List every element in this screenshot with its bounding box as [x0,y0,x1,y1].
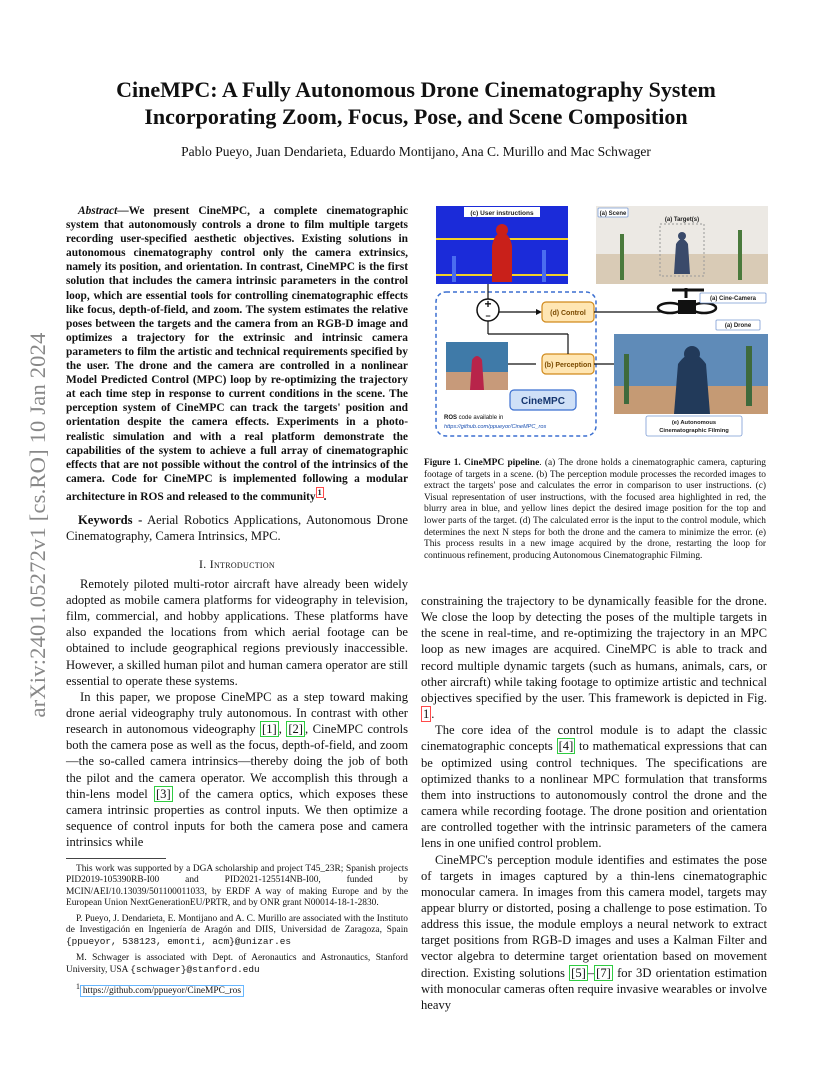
intro-paragraph-2: In this paper, we propose CineMPC as a step toward making drone aerial videography truly autonomous. In contrast with other research in autonomous videography [1] , [2] , CineMPC controls both the camera pose as well as the focus, depth-of-field, and zoom—the so-called camera intrinsics—thereby doing the job of both the pilot and the camera operator. We accomplish this through a thin-lens model [3] of the camera optics, which exposes these camera intrinsic properties as control inputs. We then optimize a sequence of control inputs for both the camera pose and camera intrinsics while [66,689,408,850]
ros-url[interactable]: https://github.com/ppueyor/CineMPC_ros [444,424,547,430]
figure-ref-link[interactable]: 1 [423,707,430,722]
figure-caption [424,458,766,562]
filming-target-head [684,346,700,362]
citation-link[interactable]: [2] [288,722,303,737]
ros-note [444,415,503,421]
citation-link[interactable]: [5] [571,965,586,980]
cinecam-label: (a) Cine-Camera [709,296,757,302]
targets-label: (a) Target(s) [664,217,700,223]
abstract-end: . [323,490,327,503]
title-line-1: CineMPC: A Fully Autonomous Drone Cinematography System [116,77,716,102]
arxiv-stamp [18,290,58,760]
right-p1-text: constraining the trajectory to be dynamically feasible for the drone. We close the loop by detecting the poses of the multiple targets in the scene in real-time, and re-optimizing the trajectory in an MPC loop as new images are acquired. CineMPC is able to track and record multiple dynamic targets (such as humans, animals, cars, or other aircraft) while taking footage to optimize artistic and technical objectives specified by the user. This framework is depicted in Fig. [421,594,767,705]
right-p3-text-b: for 3D orientation estimation with monocular cameras often require invasive wearables or involve heavy [421,965,767,1012]
intro-paragraph-1: Remotely piloted multi-rotor aircraft have already been widely adopted as mobile camera platforms for videography in television, film, commercial, and hobby applications. These platforms have also expanded the locations from which aerial footage can be obtained to include geographical regions previously inaccessible. However, a skilled human pilot and human camera operator are still essential to operate these systems. [66,576,408,688]
pipeline-diagram [424,204,770,440]
right-paragraph-1 [421,593,767,722]
figure-1 [424,204,770,440]
keywords-text: Aerial Robotics Applications, Autonomous Drone Cinematography, Camera Intrinsics, MPC. [66,512,408,543]
section-title: I. Introduction [198,556,276,571]
right-paragraph-3 [421,852,767,1014]
scene-label: (a) Scene [599,211,627,217]
citation-link[interactable]: [4] [558,739,574,754]
sum-plus: + [484,297,492,311]
control-arrowhead [536,309,542,315]
footnote-mark: 1 [76,981,80,991]
title-line-2: Incorporating Zoom, Focus, Pose, and Scene Composition [144,104,688,129]
abstract-text: —We present CineMPC, a complete cinematographic system that autonomously controls a drone to film multiple targets recording user-specified aesthetic objectives. Existing solutions in autonomous cinematography control only the camera extrinsics, namely its position, and orientation. In contrast, CineMPC is the first solution that includes the camera intrinsic parameters in the control loop, which are essential tools for controlling cinematographic effects like focus, depth-of-field, and zoom. The system estimates the relative poses between the targets and the camera from an RGB-D image and optimizes a trajectory for the extrinsic and intrinsic camera parameters to film the artistic and technical requirements specified by the user. The drone and the camera are controlled in a nonlinear Model Predicted Control (MPC) loop by re-optimizing the trajectory at each time step in response to current conditions in the scene. The perception system of CineMPC can track the targets' position and orientation despite the camera effects. Experiments in a photo-realistic simulation and with a real platform demonstrate the capabilities of the system to achieve a full array of cinematographic effects that are not possible without the control of the intrinsics of the camera. Code for CineMPC is implemented following a modular architecture in ROS and released to the community [66,205,408,503]
right-p3-text-a: CineMPC's perception module identifies and estimates the pose of targets in images captured by a thin-lens cinematographic monocular camera. In images from this camera model, targets may appear blurry or distorted, posing a challenge to pose estimation. To address this issue, the module employs a neural network to extract target positions from RGB-D images and uses a Kalman Filter and vector algebra to determine target orientation based on movement direction. Existing solutions [421,852,767,980]
intro-p2-text-a: In this paper, we propose CineMPC as a step toward making drone aerial videography truly autonomous. In contrast with other research in autonomous videography [66,689,408,737]
scene-cactus-right [738,230,742,280]
focused-target-silhouette [492,232,512,282]
keywords-label: Keywords - [78,512,143,527]
scene-target-figure [674,239,690,274]
footnotes [66,864,408,1001]
abstract [66,204,408,504]
citation-range-dash: – [587,965,595,980]
footnote-stanford-email: {schwager}@stanford.edu [130,964,260,976]
control-label: (d) Control [550,310,586,317]
ros-text: code available in [457,415,504,421]
filming-target [674,354,710,414]
footnote-rule [66,858,166,859]
footnote-zaragoza-emails: {ppueyor, 538123, emonti, acm}@unizar.es [66,936,292,948]
right-p1-end: . [431,707,435,722]
footnote-zaragoza-text: P. Pueyo, J. Dendarieta, E. Montijano and A. C. Murillo are associated with the Instituto de Investigación en Ingeniería de Aragón and DIIS, Universidad de Zaragoza, Spain [66,913,408,936]
paper-title [66,76,766,130]
right-column [421,593,767,1013]
sum-minus: − [485,311,491,321]
target-head-silhouette [496,224,508,236]
footnote-affiliation-stanford [66,953,408,977]
right-p2-text-b: to mathematical expressions that can be optimized using control techniques. The specifications are optimized thanks to a nonlinear MPC formulation that transforms them into instructions to autonomously control the drone and the camera while recording footage. The drone position and orientation are controlled together with the intrinsic parameters of the camera lens in one unified control problem. [421,739,767,851]
right-p2-text-a: The core idea of the control module is to adapt the classic cinematographic concepts [421,723,767,754]
drone-top [672,288,704,298]
caption-label: Figure 1. CineMPC pipeline [424,458,540,468]
footnote-url-link[interactable]: https://github.com/ppueyor/CineMPC_ros [80,985,244,997]
scene-target-head [678,232,686,240]
abstract-footnote-link[interactable]: 1 [317,487,322,497]
intro-p2-text-c: of the camera optics, which exposes these camera intrinsic properties as control inputs. We then optimize a sequence of control inputs for both the camera pose and camera intrinsics while [66,786,408,850]
citation-link[interactable]: [7] [596,965,611,980]
user-instructions-label: (c) User instructions [470,210,534,217]
right-paragraph-2 [421,722,767,851]
footnote-funding: This work was supported by a DGA scholarship and project T45_23R; Spanish projects PID2019-105390RB-I00 and PID2021-125514NB-I00, funded by MCIN/AEI/10.13039/501100011033, by ERDF A way of making Europe and by the European Union NextGenerationEU/PRTR, and by ONR grant N00014-18-1-2830. [66,864,408,909]
footnote-url [66,981,408,998]
left-column [66,204,408,850]
cinempc-label: CineMPC [521,396,565,407]
ros-bold: ROS [444,415,458,421]
filming-label-line-2: Cinematographic Filming [659,428,729,434]
footnote-stanford-text: M. Schwager is associated with Dept. of Aeronautics and Astronautics, Stanford University, USA [66,952,408,976]
author-list: Pablo Pueyo, Juan Dendarieta, Eduardo Montijano, Ana C. Murillo and Mac Schwager [181,144,651,159]
perception-label: (b) Perception [544,362,592,369]
citation-link[interactable]: [3] [155,786,171,801]
keywords [66,512,408,544]
filming-cactus-left [624,354,629,404]
footnote-affiliation-zaragoza [66,914,408,949]
filming-cactus-right [746,346,752,406]
caption-text: . (a) The drone holds a cinematographic camera, capturing footage of targets in a scene. (b) The perception module processes the recorded images to extract the targets' pose and calculates the error in comparison to user instructions. (c) Visual representation of user instructions, with the focused area highlighted in red, the blurry area in blue, and yellow lines depict the desired image position for the top and lower parts of the target. (d) The calculated error is the input to the control module, which determines the next N steps for both the drone and the camera to minimize the error. (e) This process results in a new image acquired by the drone, restarting the loop for continuous refinement, producing Autonomous Cinematographic Filming. [424,458,766,561]
drone-body [678,300,696,314]
arxiv-stamp-text: arXiv:2401.05272v1 [cs.RO] 10 Jan 2024 [25,332,50,718]
perception-target [470,356,484,390]
drone-label: (a) Drone [724,323,752,329]
citation-link[interactable]: [1] [262,722,277,737]
filming-label-line-1: (e) Autonomous [671,420,717,426]
scene-cactus-left [620,234,624,280]
abstract-label: Abstract [78,205,118,217]
intro-p2-text-b: , CineMPC controls both the camera pose as well as the focus, depth-of-field, and zoom—the so-called camera intrinsics—thereby doing the job of both the pilot and the camera operator. We accomplish this through a thin-lens model [66,722,408,801]
